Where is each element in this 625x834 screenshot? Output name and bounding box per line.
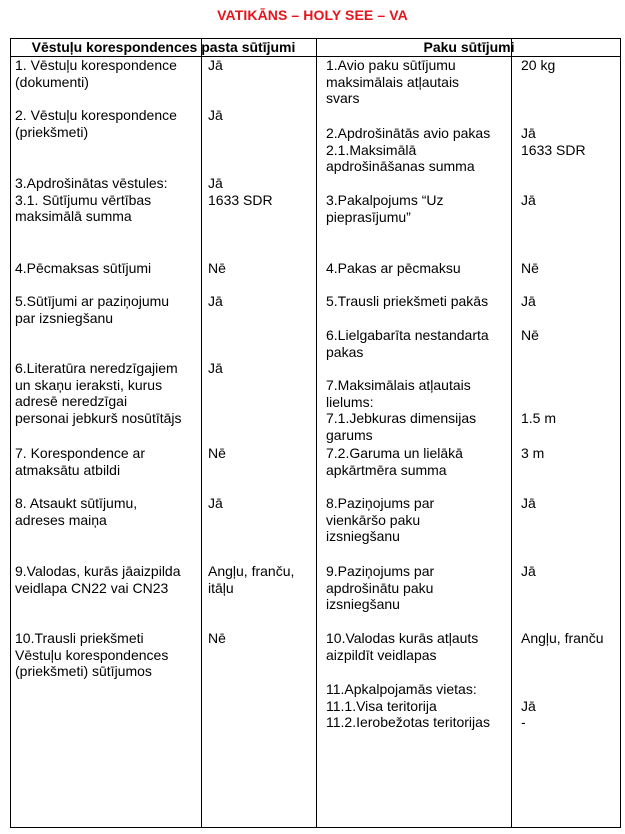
left-row-label: 1. Vēstuļu korespondence (dokumenti) xyxy=(15,57,177,90)
left-row-value: Nē xyxy=(208,445,226,461)
right-row-label: 10.Valodas kurās atļauts aizpildīt veidlapas xyxy=(326,630,479,663)
services-table xyxy=(10,38,621,828)
right-row-label: 6.Lielgabarīta nestandarta pakas xyxy=(326,327,489,360)
right-row-value: Angļu, franču xyxy=(521,630,604,646)
page-title: VATIKĀNS – HOLY SEE – VA xyxy=(217,7,408,23)
left-row-label: 5.Sūtījumi ar paziņojumu par izsniegšanu xyxy=(15,293,170,326)
left-row-value: Nē xyxy=(208,260,226,276)
left-row-label: 10.Trausli priekšmeti Vēstuļu korespondences (priekšmeti) sūtījumos xyxy=(15,630,169,679)
column-divider xyxy=(511,39,512,827)
column-divider xyxy=(316,39,317,827)
right-row-label: 5.Trausli priekšmeti pakās xyxy=(326,293,489,309)
right-row-label: 9.Paziņojums par apdrošinātu paku izsniegšanu xyxy=(326,563,435,612)
left-row-value: Jā xyxy=(208,495,223,511)
right-row-value: Jā xyxy=(521,495,536,511)
left-row-value: Jā xyxy=(208,293,223,309)
left-row-value: Angļu, franču, itāļu xyxy=(208,563,295,596)
left-row-label: 3.Apdrošinātas vēstules: 3.1. Sūtījumu vērtības maksimālā summa xyxy=(15,175,168,224)
left-row-label: 7. Korespondence ar atmaksātu atbildi xyxy=(15,445,145,478)
right-row-value: Nē xyxy=(521,260,539,276)
left-row-label: 6.Literatūra neredzīgajiem un skaņu ieraksti, kurus adresē neredzīgai personai jebkurš nosūtītājs xyxy=(15,360,182,426)
right-row-value: 20 kg xyxy=(521,57,556,73)
left-row-value: Jā 1633 SDR xyxy=(208,175,273,208)
right-row-label: 3.Pakalpojums “Uz pieprasījumu” xyxy=(326,192,444,225)
left-row-value: Nē xyxy=(208,630,226,646)
right-row-value: Nē xyxy=(521,327,539,343)
right-row-value: Jā xyxy=(521,192,536,208)
left-row-label: 2. Vēstuļu korespondence (priekšmeti) xyxy=(15,107,177,140)
column-divider xyxy=(201,39,202,827)
right-row-value: 3 m xyxy=(521,445,545,461)
right-row-label: 4.Pakas ar pēcmaksu xyxy=(326,260,461,276)
right-row-label: 2.Apdrošinātās avio pakas 2.1.Maksimālā apdrošināšanas summa xyxy=(326,125,491,174)
left-row-label: 4.Pēcmaksas sūtījumi xyxy=(15,260,152,276)
right-row-value: Jā xyxy=(521,293,536,309)
left-row-value: Jā xyxy=(208,107,223,123)
right-row-value: Jā xyxy=(521,563,536,579)
left-row-value: Jā xyxy=(208,360,223,376)
right-row-label: 7.2.Garuma un lielākā apkārtmēra summa xyxy=(326,445,463,478)
left-row-value: Jā xyxy=(208,57,223,73)
header-parcels: Paku sūtījumi xyxy=(423,39,515,55)
right-row-label: 1.Avio paku sūtījumu maksimālais atļautais svars xyxy=(326,57,460,106)
right-row-label: 7.Maksimālais atļautais lielums: 7.1.Jebkuras dimensijas garums xyxy=(326,377,477,443)
header-letter-mail: Vēstuļu korespondences pasta sūtījumi xyxy=(31,39,296,55)
left-row-label: 8. Atsaukt sūtījumu, adreses maiņa xyxy=(15,495,138,528)
right-row-value: Jā - xyxy=(521,697,536,730)
right-row-label: 11.Apkalpojamās vietas: 11.1.Visa teritorija 11.2.Ierobežotas teritorijas xyxy=(326,681,490,730)
right-row-value: 1.5 m xyxy=(521,410,557,426)
left-row-label: 9.Valodas, kurās jāaizpilda veidlapa CN22 vai CN23 xyxy=(15,563,181,596)
right-row-label: 8.Paziņojums par vienkāršo paku izsniegšanu xyxy=(326,495,435,544)
right-row-value: Jā 1633 SDR xyxy=(521,125,586,158)
